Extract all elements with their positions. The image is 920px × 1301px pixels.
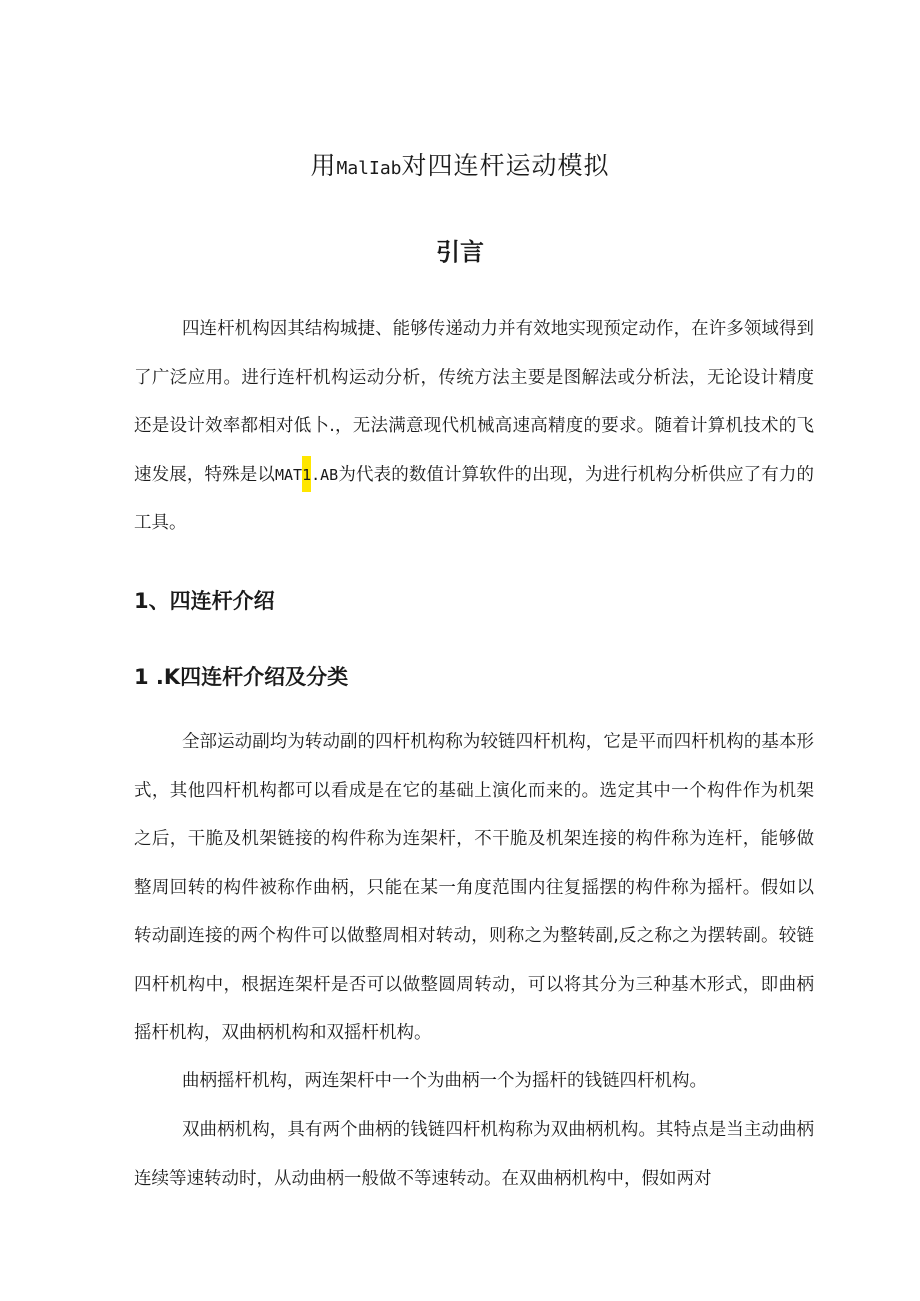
section-heading-1-1: 1 .K四连杆介绍及分类 [134, 665, 349, 689]
highlighted-char: 1 [302, 456, 311, 492]
title-latin: MalIab [336, 158, 402, 179]
title-suffix: 对四连杆运动模拟 [401, 151, 610, 180]
intro-heading: 引言 [436, 238, 484, 266]
section-heading-1: 1、四连杆介绍 [134, 589, 275, 613]
title-prefix: 用 [310, 151, 337, 180]
body-paragraph-double-crank: 双曲柄机构，具有两个曲柄的钱链四杆机构称为双曲柄机构。其特点是当主动曲柄连续等速转动时，从动曲柄一般做不等速转动。在双曲柄机构中，假如两对 [134, 1120, 814, 1189]
intro-text-part2: 为代表的数值计算软件的出现，为进行机构分析供应了有力的工具。 [134, 464, 815, 533]
body-paragraph-classification: 全部运动副均为转动副的四杆机构称为较链四杆机构，它是平而四杆机构的基本形式，其他四杆机构都可以看成是在它的基础上演化而来的。选定其中一个构件作为机架之后，干脆及机架链接的构件称为连架杆，不干脆及机架连接的构件称为连杆，能够做整周回转的构件被称作曲柄，只能在某一角度范围内往复摇摆的构件称为摇杆。假如以转动副连接的两个构件可以做整周相对转动，则称之为整转副,反之称之为摆转副。较链四杆机构中，根据连架杆是否可以做整圆周转动，可以将其分为三种基木形式，即曲柄摇杆机构，双曲柄机构和双摇杆机构。 [134, 732, 814, 1043]
intro-paragraph [134, 305, 814, 548]
body-paragraph-crank-rocker: 曲柄摇杆机构，两连架杆中一个为曲柄一个为摇杆的钱链四杆机构。 [182, 1071, 707, 1091]
document-title [0, 146, 920, 189]
matlab-text-b: .AB [311, 465, 339, 484]
matlab-text-a: MAT [274, 465, 303, 484]
intro-text-part1: 四连杆机构因其结构城捷、能够传递动力并有效地实现预定动作，在许多领域得到了广泛应用。进行连杆机构运动分析，传统方法主要是图解法或分析法，无论设计精度还是设计效率都相对低卜.，无法满意现代机械高速高精度的要求。随着计算机技术的飞速发展，特殊是以 [134, 319, 814, 485]
